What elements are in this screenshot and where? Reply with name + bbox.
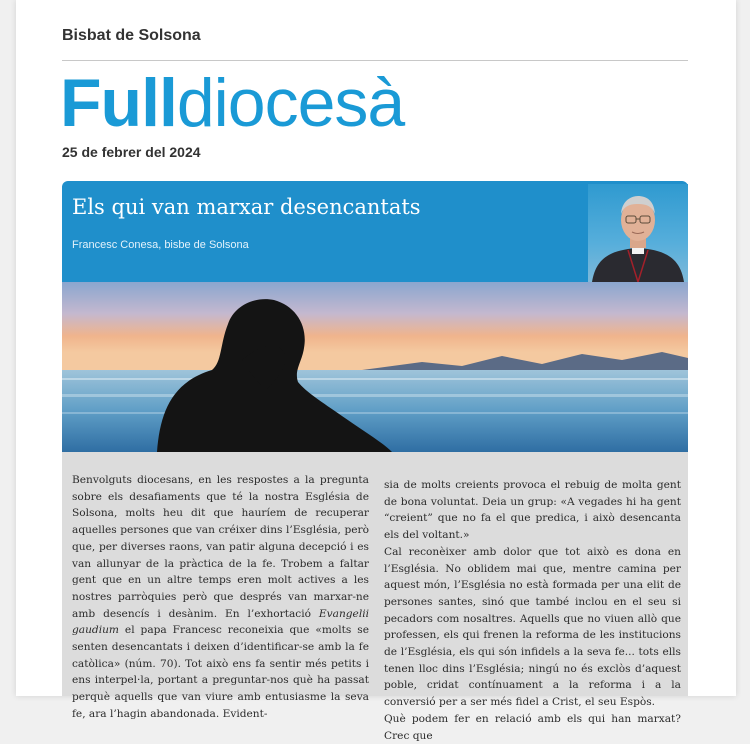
header-divider (62, 60, 688, 61)
article-body (62, 452, 688, 742)
article-paragraph: Què podem fer en relació amb els qui han marxat? Crec que (384, 712, 681, 742)
article-paragraph: Cal reconèixer amb dolor que tot això es dona en l’Església. No oblidem mai que, mentre camina per aquest món, l’Església no està formada per una elit de persones santes, sinó que també inclou en el seu si pecadors com nosaltres. Aquells que no viuen allò que professen, els qui frenen la reforma de les institucions de l’Església, els qui són infidels a la seva fe... tots ells tenen lloc dins l’Església; ningú no és exclòs d’aquest poble, cridat contínuament a la reforma i a la conversió per a ser més fidel a Crist, el seu Espòs. (384, 545, 681, 709)
publisher-name: Bisbat de Solsona (62, 27, 201, 44)
article-paragraph (72, 472, 369, 723)
paragraph-text: Benvolguts diocesans, en les respostes a la pregunta sobre els desafiaments que té la nostra Església de Solsona, molts heu dit que hauríem de recuperar aquelles persones que van créixer dins l’Església, però que, per diverses raons, van patir alguna decepció i es van allunyar de la pràctica de la fe. Trobem a faltar gent que en un altre temps eren molt actives a les nostres parròquies però que després van marxar-ne amb desencís i desànim. En l’exhortació (72, 474, 369, 620)
lake-silhouette-photo (62, 282, 688, 452)
masthead-light: diocesà (176, 65, 405, 141)
masthead-bold: Full (60, 65, 177, 141)
bishop-portrait-icon (588, 184, 688, 282)
article-title: Els qui van marxar desencantats (72, 195, 421, 219)
article-banner (62, 181, 688, 282)
newsletter-page (16, 0, 736, 742)
article-paragraph: sia de molts creients provoca el rebuig de molta gent de bona voluntat. Deia un grup: «A vegades hi ha gent “creient” que no fa el que predica, i això desencanta els del voltant.» (384, 479, 681, 542)
cited-document-title: Evangelii gaudium (72, 607, 369, 637)
masthead-logo (60, 65, 405, 141)
article-byline: Francesc Conesa, bisbe de Solsona (72, 239, 249, 251)
issue-date: 25 de febrer del 2024 (62, 144, 201, 160)
paragraph-text: el papa Francesc reconeixia que «molts se senten desencantats i deixen d’identificar-se amb la fe catòlica» (núm. 70). Tot això ens fa sentir més petits i ens interpel·la, portant a preguntar-nos què ha passat perquè aquells que van viure amb entusiasme la seva fe, ara l’hagin abandonada. Evident- (72, 624, 369, 720)
article-column-2 (384, 477, 681, 744)
article-column-1 (72, 472, 369, 723)
